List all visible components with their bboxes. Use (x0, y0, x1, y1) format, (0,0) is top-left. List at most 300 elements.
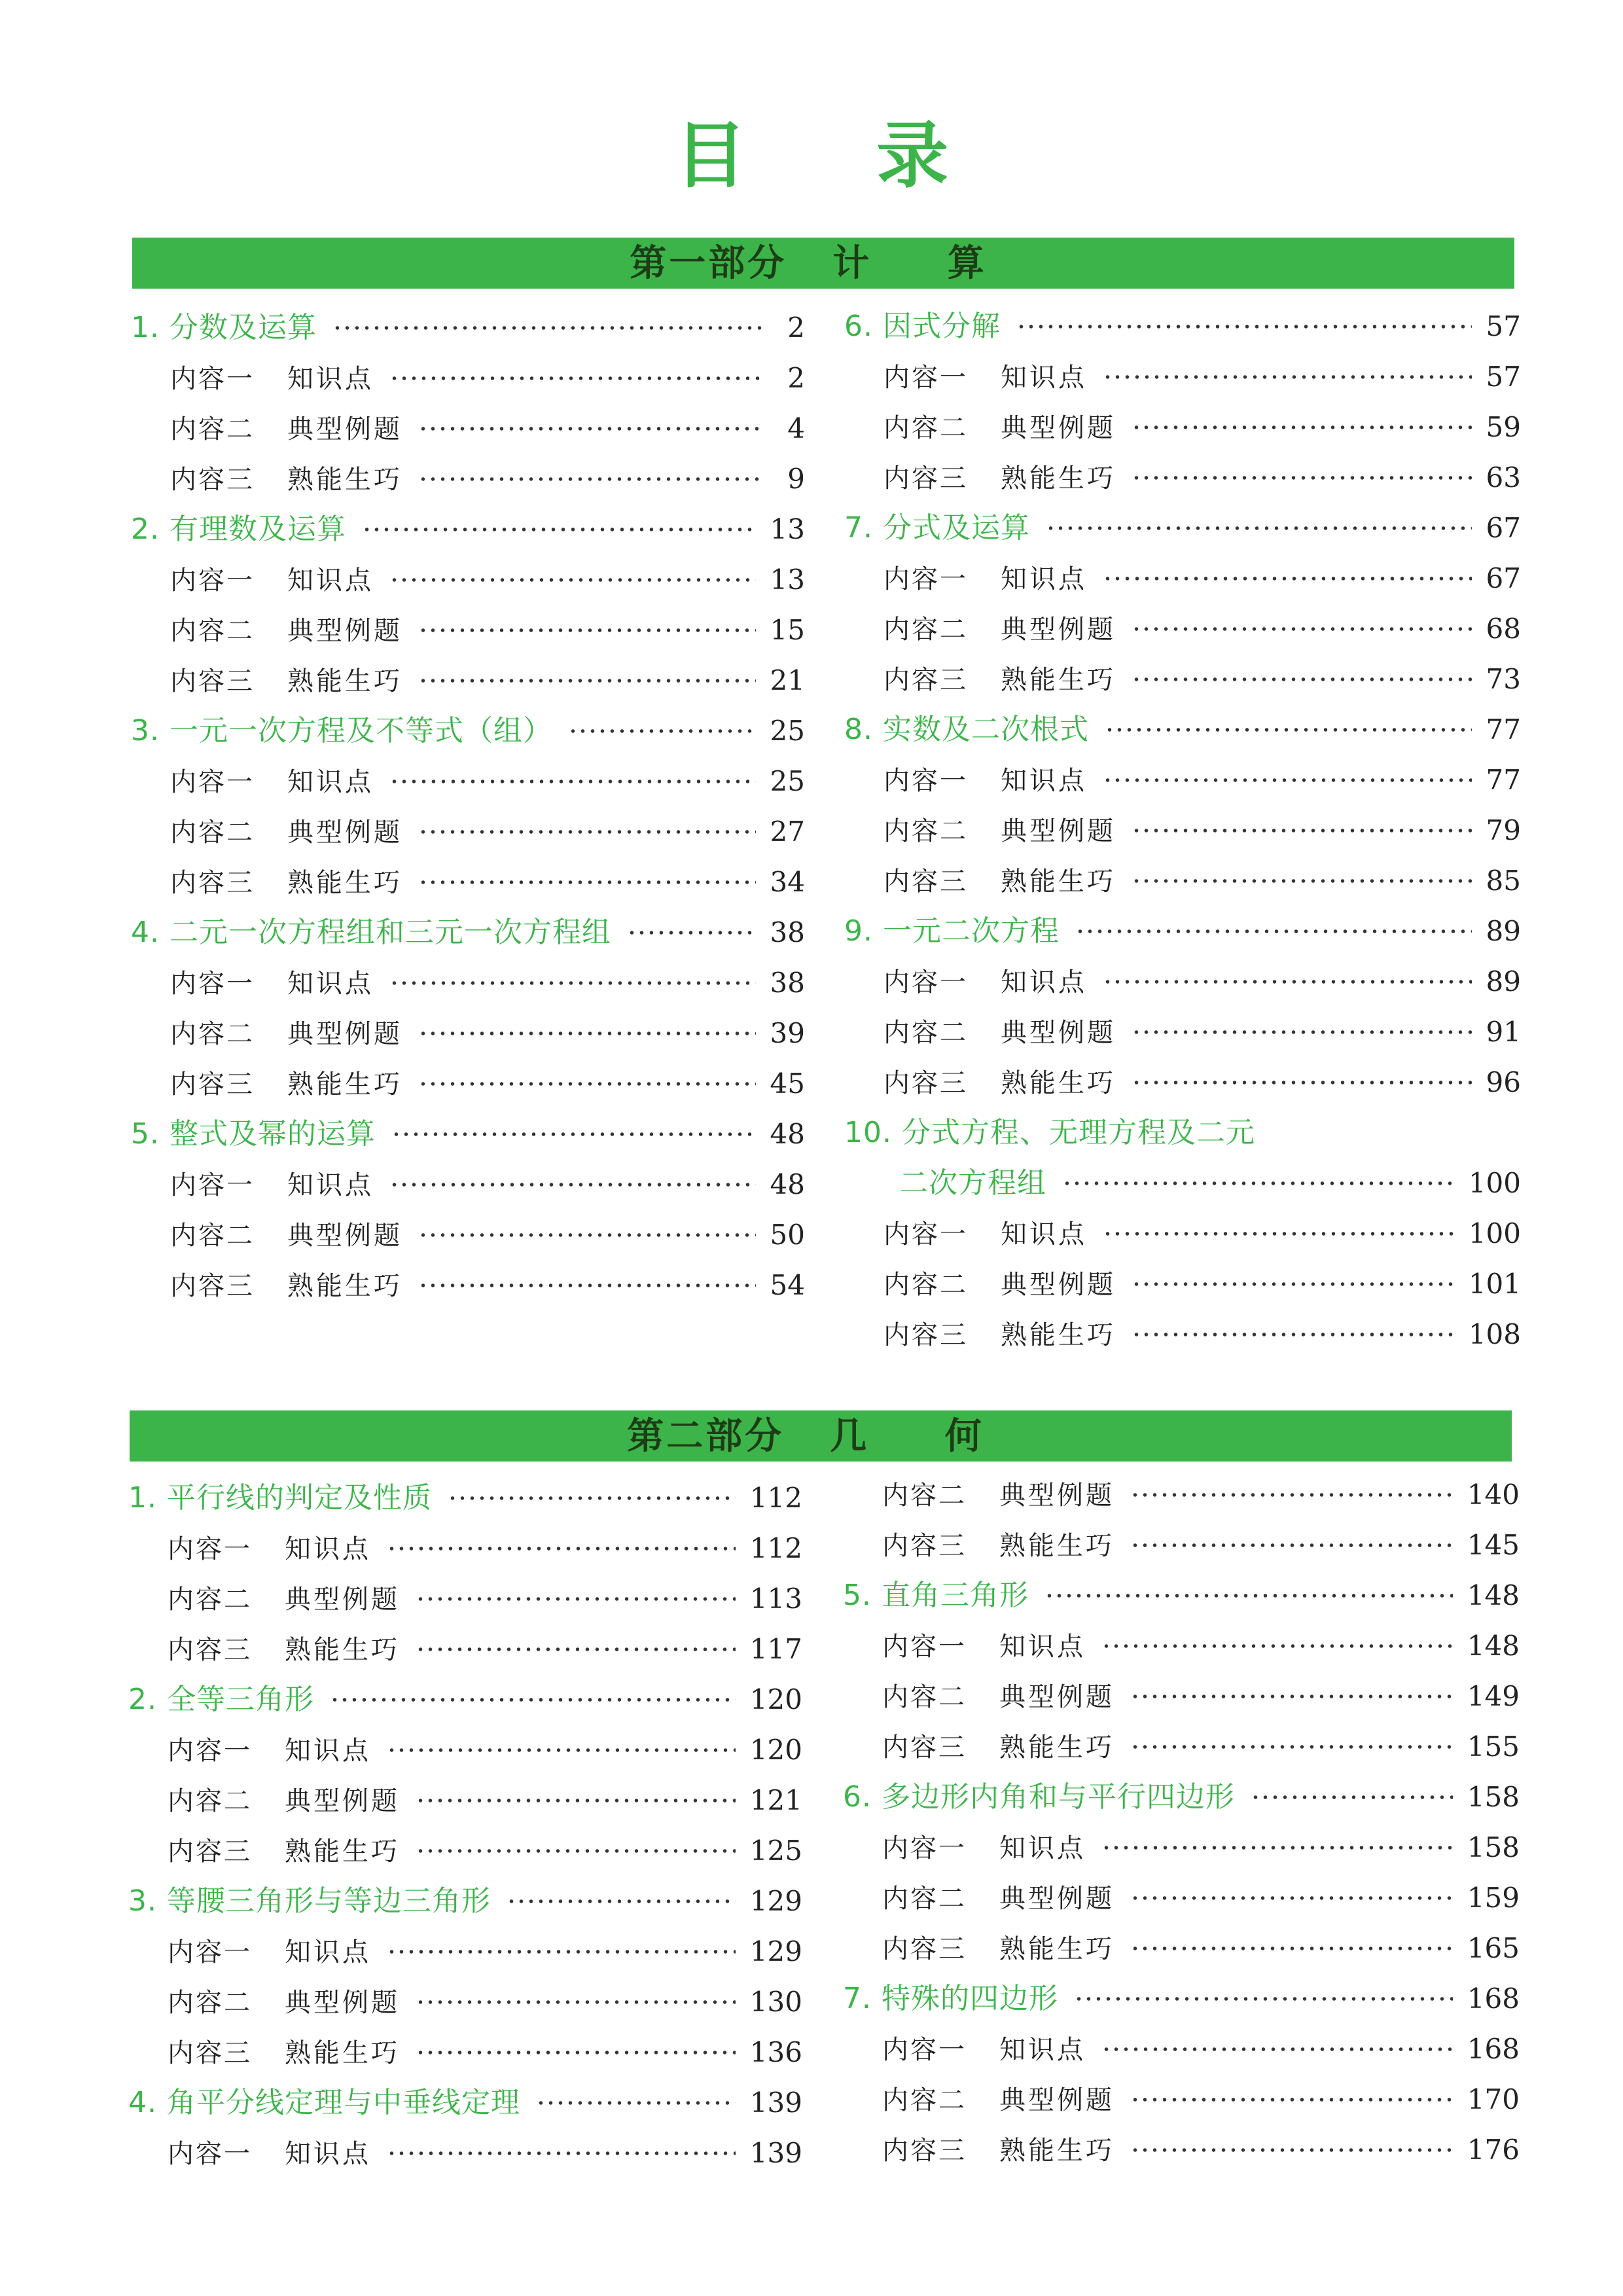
toc-sub-kind: 内容三 (883, 1320, 968, 1350)
dot-leader (536, 2101, 736, 2105)
toc-chapter-label: 2. 有理数及运算 (131, 512, 346, 546)
dot-leader (1251, 1795, 1453, 1799)
toc-page-number: 54 (770, 1269, 805, 1301)
toc-page-number: 2 (787, 312, 805, 344)
dot-leader (418, 880, 756, 884)
dot-leader (389, 376, 764, 380)
toc-sub-kind: 内容二 (883, 413, 968, 443)
toc-sub-entry[interactable] (128, 1523, 802, 1573)
dot-leader (1132, 677, 1472, 681)
toc-sub-entry[interactable] (844, 1007, 1521, 1057)
toc-sub-entry[interactable] (131, 1008, 805, 1058)
dot-leader (1132, 1081, 1472, 1085)
toc-sub-entry[interactable] (128, 1725, 802, 1775)
toc-page-number: 100 (1468, 1167, 1521, 1199)
toc-sub-entry[interactable] (131, 806, 805, 857)
toc-page-number: 63 (1486, 461, 1521, 493)
dot-leader (416, 1799, 736, 1803)
toc-sub-kind: 内容三 (882, 2136, 967, 2166)
toc-page-number: 130 (749, 1986, 802, 2018)
dot-leader (389, 578, 756, 582)
toc-page-number: 67 (1486, 512, 1521, 544)
toc-sub-name: 典型例题 (999, 1480, 1115, 1511)
toc-sub-kind: 内容二 (883, 816, 968, 846)
toc-sub-entry[interactable] (843, 1520, 1520, 1570)
toc-sub-kind: 内容二 (883, 1270, 968, 1300)
toc-chapter-label: 5. 直角三角形 (843, 1579, 1029, 1612)
dot-leader (1016, 325, 1472, 329)
toc-sub-kind: 内容三 (170, 666, 255, 696)
part1-banner (132, 238, 1514, 289)
toc-page-number: 45 (770, 1067, 805, 1100)
toc-sub-kind: 内容二 (170, 414, 255, 444)
toc-page-number: 27 (770, 816, 805, 848)
toc-sub-entry[interactable] (844, 805, 1521, 855)
dot-leader (387, 1547, 736, 1551)
toc-page-number: 9 (787, 463, 805, 495)
toc-sub-entry[interactable] (131, 1260, 805, 1310)
toc-page-number: 77 (1486, 713, 1521, 745)
dot-leader (1044, 1594, 1453, 1598)
dot-leader (387, 1748, 736, 1752)
toc-chapter-entry[interactable] (131, 907, 805, 958)
part2-banner-subject: 几 何 (830, 1414, 1014, 1458)
dot-leader (1103, 980, 1472, 984)
toc-chapter-entry[interactable] (128, 1876, 802, 1926)
part2-right-column (843, 1469, 1520, 2175)
toc-sub-kind: 内容三 (170, 1271, 255, 1301)
toc-sub-entry[interactable] (131, 605, 805, 655)
toc-sub-name: 典型例题 (999, 2085, 1115, 2115)
toc-sub-name: 典型例题 (999, 1682, 1115, 1712)
toc-page-number: 101 (1468, 1268, 1521, 1300)
toc-sub-entry[interactable] (843, 1721, 1520, 1772)
toc-page-number: 145 (1467, 1529, 1520, 1561)
toc-chapter-entry[interactable] (844, 1158, 1521, 1208)
toc-sub-name: 典型例题 (287, 414, 402, 444)
toc-sub-kind: 内容二 (882, 1682, 967, 1712)
toc-page-number: 168 (1467, 1982, 1520, 2015)
toc-page-number: 25 (770, 715, 805, 747)
toc-sub-kind: 内容二 (882, 1884, 967, 1914)
toc-chapter-entry[interactable] (843, 1772, 1520, 1822)
dot-leader (416, 1849, 736, 1853)
toc-page-number: 13 (770, 564, 805, 596)
toc-page-number: 176 (1467, 2134, 1520, 2166)
toc-sub-name: 典型例题 (285, 1786, 400, 1816)
toc-chapter-label: 9. 一元二次方程 (844, 914, 1060, 948)
toc-page-number: 91 (1486, 1016, 1521, 1048)
toc-sub-name: 典型例题 (285, 1585, 400, 1615)
toc-sub-entry[interactable] (131, 353, 805, 403)
toc-page-number: 170 (1467, 2083, 1520, 2115)
toc-sub-name: 知识点 (999, 2035, 1086, 2065)
toc-sub-entry[interactable] (843, 1469, 1520, 1520)
part1-banner-label: 第一部分 (630, 242, 787, 285)
toc-chapter-label: 二次方程组 (899, 1166, 1046, 1200)
toc-sub-entry[interactable] (131, 958, 805, 1008)
toc-chapter-entry[interactable] (131, 1109, 805, 1159)
toc-page-number: 120 (749, 1734, 802, 1766)
toc-sub-kind: 内容二 (168, 1786, 252, 1816)
toc-sub-entry[interactable] (131, 454, 805, 504)
toc-page-number: 112 (749, 1482, 802, 1514)
toc-sub-kind: 内容一 (170, 1170, 255, 1200)
toc-sub-name: 典型例题 (287, 1019, 402, 1049)
toc-sub-entry[interactable] (128, 1977, 802, 2027)
toc-chapter-label: 5. 整式及幂的运算 (131, 1117, 376, 1151)
toc-page-number: 158 (1467, 1781, 1520, 1813)
dot-leader (332, 326, 764, 330)
toc-sub-entry[interactable] (844, 855, 1521, 906)
toc-sub-kind: 内容一 (170, 969, 255, 999)
toc-sub-name: 熟能生巧 (1001, 1320, 1116, 1350)
dot-leader (1075, 929, 1472, 933)
toc-sub-kind: 内容二 (882, 1480, 967, 1511)
toc-sub-name: 知识点 (999, 1632, 1086, 1662)
part2-banner (130, 1410, 1512, 1462)
dot-leader (416, 1597, 736, 1601)
dot-leader (1046, 526, 1472, 530)
toc-sub-entry[interactable] (844, 1259, 1521, 1309)
dot-leader (330, 1698, 736, 1702)
toc-sub-entry[interactable] (843, 2024, 1520, 2074)
toc-sub-kind: 内容一 (170, 565, 255, 596)
dot-leader (1074, 1997, 1453, 2001)
toc-sub-kind: 内容一 (883, 1219, 968, 1249)
toc-sub-entry[interactable] (843, 1822, 1520, 1873)
dot-leader (416, 1647, 736, 1651)
toc-sub-kind: 内容一 (168, 1937, 252, 1967)
toc-sub-entry[interactable] (844, 755, 1521, 805)
part2-banner-label: 第二部分 (627, 1414, 785, 1458)
toc-sub-kind: 内容一 (168, 1736, 252, 1766)
dot-leader (568, 729, 756, 733)
toc-sub-entry[interactable] (844, 603, 1521, 654)
toc-page-number: 15 (770, 614, 805, 646)
toc-chapter-label: 3. 一元一次方程及不等式（组） (131, 714, 552, 747)
toc-sub-entry[interactable] (131, 1058, 805, 1109)
toc-sub-name: 熟能生巧 (287, 1271, 402, 1301)
toc-sub-name: 知识点 (285, 1736, 371, 1766)
dot-leader (1132, 1333, 1454, 1336)
toc-sub-kind: 内容三 (170, 465, 255, 495)
dot-leader (627, 931, 756, 935)
toc-chapter-label: 7. 分式及运算 (844, 511, 1030, 545)
toc-sub-name: 熟能生巧 (287, 666, 402, 696)
page-title: 目 录 (674, 114, 1001, 198)
dot-leader (1130, 1745, 1453, 1749)
toc-page-number: 57 (1486, 310, 1521, 342)
toc-page-number: 155 (1467, 1731, 1520, 1763)
dot-leader (1132, 879, 1472, 883)
toc-chapter-entry[interactable] (843, 1973, 1520, 2024)
toc-chapter-entry[interactable] (844, 301, 1521, 351)
toc-sub-kind: 内容三 (883, 463, 968, 493)
toc-sub-name: 典型例题 (999, 1884, 1115, 1914)
toc-sub-name: 熟能生巧 (285, 2038, 400, 2068)
toc-sub-entry[interactable] (844, 1057, 1521, 1107)
toc-chapter-label: 2. 全等三角形 (128, 1683, 314, 1716)
toc-sub-entry[interactable] (844, 553, 1521, 603)
toc-sub-name: 典型例题 (1001, 413, 1116, 443)
toc-sub-kind: 内容二 (883, 1018, 968, 1048)
toc-sub-name: 典型例题 (287, 1221, 402, 1251)
dot-leader (389, 780, 756, 783)
toc-chapter-label: 10. 分式方程、无理方程及二元 (844, 1116, 1255, 1149)
toc-sub-kind: 内容三 (882, 1732, 967, 1763)
toc-sub-entry[interactable] (128, 2128, 802, 2178)
toc-chapter-entry[interactable] (844, 503, 1521, 553)
toc-page-number: 59 (1486, 411, 1521, 443)
toc-sub-kind: 内容一 (883, 363, 968, 393)
toc-chapter-entry[interactable] (844, 704, 1521, 755)
toc-chapter-label: 7. 特殊的四边形 (843, 1982, 1058, 2015)
toc-sub-entry[interactable] (843, 1621, 1520, 1671)
toc-sub-kind: 内容三 (170, 868, 255, 898)
dot-leader (1132, 829, 1472, 833)
toc-page-number: 159 (1467, 1882, 1520, 1914)
toc-page-number: 168 (1467, 2033, 1520, 2065)
toc-sub-entry[interactable] (131, 1210, 805, 1260)
toc-sub-entry[interactable] (844, 654, 1521, 704)
toc-sub-name: 知识点 (285, 1534, 371, 1564)
toc-page-number: 139 (749, 2137, 802, 2169)
toc-page-number: 129 (749, 1885, 802, 1917)
toc-page-number: 148 (1467, 1630, 1520, 1662)
toc-sub-entry[interactable] (128, 2027, 802, 2077)
toc-sub-kind: 内容二 (883, 615, 968, 645)
toc-sub-kind: 内容一 (882, 2035, 967, 2065)
dot-leader (1132, 1030, 1472, 1034)
dot-leader (418, 1082, 756, 1086)
toc-chapter-label: 1. 平行线的判定及性质 (128, 1481, 432, 1515)
toc-sub-entry[interactable] (844, 1309, 1521, 1359)
dot-leader (418, 628, 756, 632)
toc-page-number: 108 (1468, 1318, 1521, 1350)
toc-sub-name: 典型例题 (1001, 1270, 1116, 1300)
toc-page-number: 73 (1486, 663, 1521, 695)
toc-page-number: 136 (749, 2036, 802, 2068)
toc-page-number: 85 (1486, 865, 1521, 897)
dot-leader (1105, 728, 1472, 732)
toc-page-number: 129 (749, 1935, 802, 1967)
toc-page-number: 48 (770, 1118, 805, 1150)
toc-sub-entry[interactable] (128, 1624, 802, 1674)
toc-sub-name: 知识点 (1001, 564, 1087, 594)
toc-page-number: 140 (1467, 1479, 1520, 1511)
toc-sub-entry[interactable] (843, 1671, 1520, 1721)
toc-sub-name: 知识点 (287, 565, 374, 596)
toc-page-number: 96 (1486, 1066, 1521, 1098)
toc-sub-kind: 内容三 (170, 1069, 255, 1100)
dot-leader (389, 1183, 756, 1187)
toc-sub-entry[interactable] (128, 1573, 802, 1624)
toc-sub-name: 熟能生巧 (287, 465, 402, 495)
toc-page-number: 50 (770, 1219, 805, 1251)
toc-sub-name: 知识点 (999, 1833, 1086, 1863)
toc-sub-name: 知识点 (1001, 363, 1087, 393)
toc-sub-name: 熟能生巧 (999, 1732, 1115, 1763)
toc-page-number: 117 (749, 1633, 802, 1665)
dot-leader (507, 1899, 736, 1903)
toc-sub-name: 熟能生巧 (287, 868, 402, 898)
toc-page-number: 148 (1467, 1579, 1520, 1611)
toc-page-number: 125 (749, 1835, 802, 1867)
toc-page-number: 149 (1467, 1680, 1520, 1712)
toc-sub-name: 熟能生巧 (287, 1069, 402, 1100)
dot-leader (1062, 1181, 1454, 1185)
toc-sub-kind: 内容二 (170, 1221, 255, 1251)
toc-chapter-entry[interactable] (844, 906, 1521, 956)
toc-sub-entry[interactable] (131, 857, 805, 907)
toc-page-number: 121 (749, 1784, 802, 1816)
toc-chapter-label: 6. 因式分解 (844, 310, 1001, 343)
toc-sub-kind: 内容三 (168, 2038, 252, 2068)
dot-leader (1132, 627, 1472, 631)
toc-sub-kind: 内容三 (882, 1934, 967, 1964)
toc-sub-kind: 内容一 (168, 2139, 252, 2169)
toc-page-number: 77 (1486, 764, 1521, 796)
toc-chapter-label: 6. 多边形内角和与平行四边形 (843, 1780, 1235, 1814)
toc-sub-entry[interactable] (843, 1923, 1520, 1973)
toc-sub-kind: 内容一 (168, 1534, 252, 1564)
part1-banner-subject: 计 算 (832, 242, 1017, 285)
dot-leader (1130, 2098, 1453, 2102)
toc-sub-entry[interactable] (131, 756, 805, 806)
toc-sub-kind: 内容三 (883, 867, 968, 897)
dot-leader (1101, 1644, 1453, 1648)
toc-sub-name: 典型例题 (1001, 816, 1116, 846)
toc-sub-kind: 内容三 (883, 1068, 968, 1098)
dot-leader (1101, 2047, 1453, 2051)
toc-sub-name: 熟能生巧 (1001, 1068, 1116, 1098)
toc-page-number: 21 (770, 664, 805, 696)
toc-sub-kind: 内容一 (170, 767, 255, 797)
toc-sub-entry[interactable] (128, 1926, 802, 1977)
toc-sub-name: 熟能生巧 (285, 1837, 400, 1867)
toc-chapter-entry[interactable] (131, 504, 805, 554)
part1-left-column (131, 302, 805, 1310)
toc-sub-kind: 内容三 (882, 1531, 967, 1561)
dot-leader (416, 2000, 736, 2004)
toc-page-number: 4 (787, 412, 805, 444)
toc-page-number: 120 (749, 1683, 802, 1715)
toc-chapter-entry[interactable] (128, 1473, 802, 1523)
toc-chapter-label: 4. 角平分线定理与中垂线定理 (128, 2086, 520, 2119)
toc-sub-entry[interactable] (844, 956, 1521, 1007)
toc-sub-kind: 内容三 (168, 1837, 252, 1867)
toc-chapter-entry[interactable] (844, 1107, 1521, 1158)
toc-sub-entry[interactable] (128, 1775, 802, 1825)
toc-page-number: 13 (770, 513, 805, 545)
toc-sub-kind: 内容一 (883, 967, 968, 997)
toc-sub-name: 熟能生巧 (285, 1635, 400, 1665)
toc-page-number: 25 (770, 765, 805, 797)
toc-chapter-entry[interactable] (131, 706, 805, 756)
toc-sub-name: 熟能生巧 (999, 1934, 1115, 1964)
toc-page-number: 34 (770, 866, 805, 898)
toc-sub-kind: 内容一 (883, 564, 968, 594)
dot-leader (418, 477, 764, 481)
toc-chapter-entry[interactable] (128, 1674, 802, 1725)
toc-page-number: 39 (770, 1017, 805, 1049)
toc-sub-entry[interactable] (844, 402, 1521, 452)
part2-left-column (128, 1473, 802, 2178)
dot-leader (1132, 476, 1472, 480)
toc-sub-name: 典型例题 (1001, 615, 1116, 645)
dot-leader (387, 2151, 736, 2155)
toc-page-number: 139 (749, 2087, 802, 2119)
toc-sub-entry[interactable] (131, 655, 805, 706)
dot-leader (389, 981, 756, 985)
toc-chapter-label: 3. 等腰三角形与等边三角形 (128, 1884, 491, 1918)
toc-chapter-entry[interactable] (131, 302, 805, 353)
toc-sub-entry[interactable] (844, 1208, 1521, 1259)
toc-sub-entry[interactable] (131, 554, 805, 605)
toc-sub-kind: 内容三 (168, 1635, 252, 1665)
toc-sub-kind: 内容二 (168, 1585, 252, 1615)
toc-sub-kind: 内容二 (170, 817, 255, 848)
toc-sub-name: 知识点 (287, 1170, 374, 1200)
toc-sub-entry[interactable] (128, 1825, 802, 1876)
toc-sub-name: 典型例题 (285, 1988, 400, 2018)
toc-page-number: 68 (1486, 613, 1521, 645)
dot-leader (1103, 778, 1472, 782)
toc-page-number: 112 (749, 1532, 802, 1564)
toc-page-number: 165 (1467, 1932, 1520, 1964)
dot-leader (1103, 577, 1472, 581)
toc-page-number: 2 (787, 362, 805, 394)
dot-leader (418, 1233, 756, 1237)
dot-leader (1132, 425, 1472, 429)
toc-page-number: 38 (770, 967, 805, 999)
toc-sub-entry[interactable] (843, 2125, 1520, 2175)
toc-page-number: 67 (1486, 562, 1521, 594)
toc-sub-name: 知识点 (285, 1937, 371, 1967)
toc-sub-kind: 内容三 (883, 665, 968, 695)
toc-sub-entry[interactable] (131, 1159, 805, 1210)
toc-sub-entry[interactable] (844, 452, 1521, 503)
toc-sub-entry[interactable] (844, 351, 1521, 402)
toc-page-number: 113 (749, 1583, 802, 1615)
toc-sub-name: 熟能生巧 (999, 2136, 1115, 2166)
dot-leader (1101, 1846, 1453, 1850)
dot-leader (418, 830, 756, 834)
toc-sub-entry[interactable] (131, 403, 805, 454)
toc-page-number: 38 (770, 916, 805, 948)
toc-sub-entry[interactable] (843, 2074, 1520, 2125)
toc-sub-kind: 内容二 (882, 2085, 967, 2115)
toc-chapter-label: 1. 分数及运算 (131, 311, 317, 344)
dot-leader (1130, 1896, 1453, 1900)
toc-sub-name: 典型例题 (287, 817, 402, 848)
toc-sub-kind: 内容二 (170, 1019, 255, 1049)
dot-leader (1130, 1543, 1453, 1547)
toc-sub-kind: 内容一 (882, 1632, 967, 1662)
dot-leader (418, 1031, 756, 1035)
toc-page-number: 79 (1486, 814, 1521, 846)
toc-chapter-label: 4. 二元一次方程组和三元一次方程组 (131, 916, 611, 949)
toc-sub-name: 熟能生巧 (1001, 463, 1116, 493)
toc-chapter-entry[interactable] (843, 1570, 1520, 1621)
dot-leader (418, 1283, 756, 1287)
toc-sub-entry[interactable] (843, 1873, 1520, 1923)
toc-chapter-entry[interactable] (128, 2077, 802, 2128)
toc-sub-name: 知识点 (287, 767, 374, 797)
dot-leader (1130, 1493, 1453, 1497)
toc-page-number: 100 (1468, 1217, 1521, 1249)
